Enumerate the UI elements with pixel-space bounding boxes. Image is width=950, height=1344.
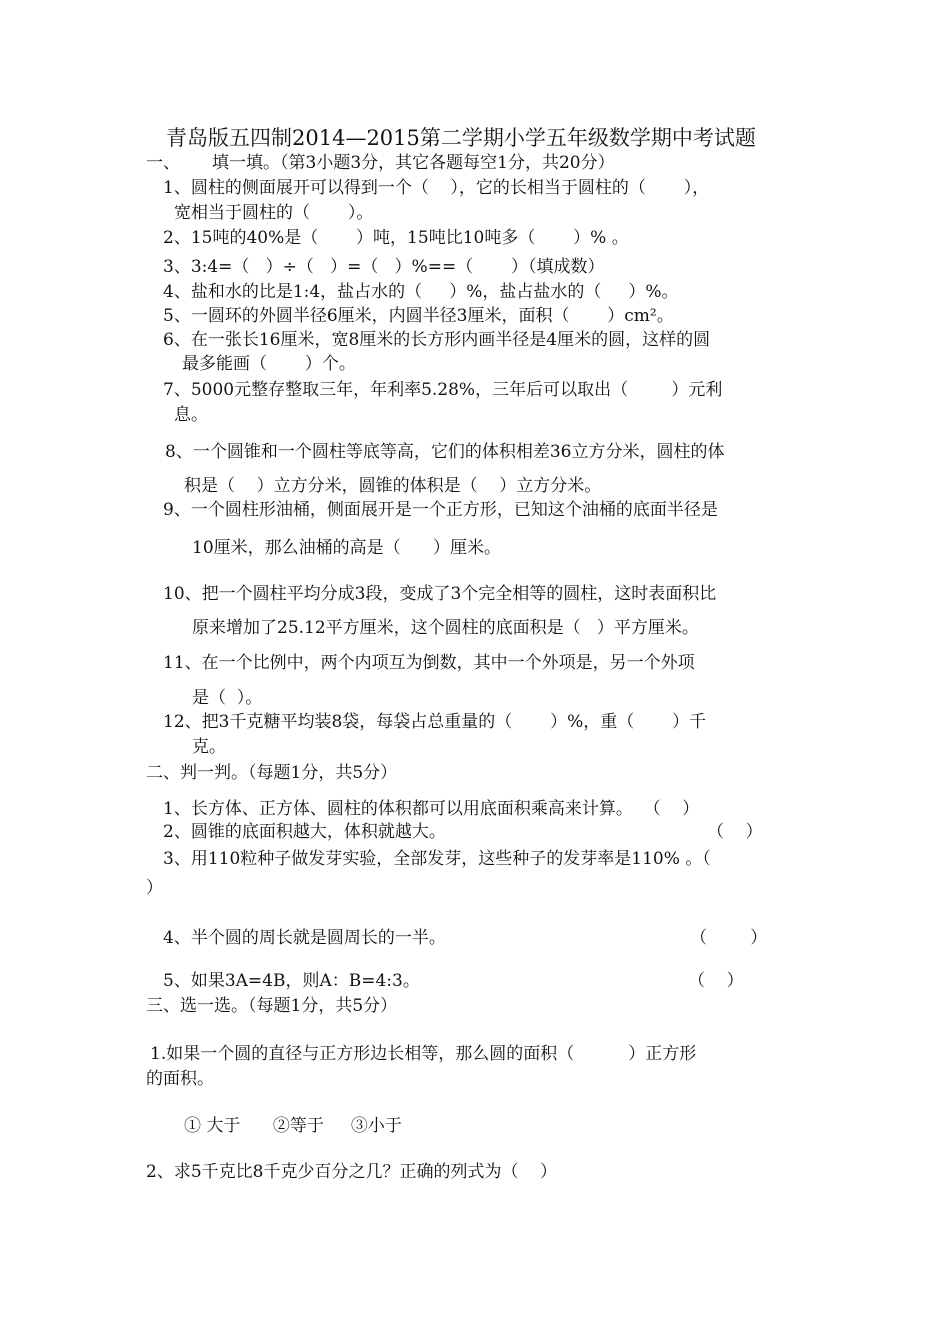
s1-question-1-line2: 宽相当于圆柱的（ ）。 (174, 203, 374, 223)
exam-title: 青岛版五四制2014—2015第二学期小学五年级数学期中考试题 (166, 126, 756, 150)
s1-question-3: 3、3:4=（ ）÷（ ）=（ ）%==（ ）（填成数） (163, 257, 605, 277)
s1-question-9-line2: 10厘米，那么油桶的高是（ ）厘米。 (192, 538, 502, 558)
s1-question-11-line2: 是（ ）。 (192, 688, 263, 708)
s3-question-1-options: ① 大于 ②等于 ③小于 (184, 1116, 402, 1136)
s2-question-1: 1、长方体、正方体、圆柱的体积都可以用底面积乘高来计算。 （ ） (163, 799, 700, 819)
s1-question-1-line1: 1、圆柱的侧面展开可以得到一个（ ），它的长相当于圆柱的（ ）， (163, 178, 710, 198)
s1-question-11-line1: 11、在一个比例中，两个内项互为倒数，其中一个外项是，另一个外项 (163, 653, 695, 673)
section1-heading-number: 一、 (146, 153, 180, 173)
s1-question-6-line1: 6、在一张长16厘米，宽8厘米的长方形内画半径是4厘米的圆，这样的圆 (163, 330, 711, 350)
s3-question-1-line1: 1.如果一个圆的直径与正方形边长相等，那么圆的面积（ ）正方形 (150, 1044, 697, 1064)
s1-question-5: 5、一圆环的外圆半径6厘米，内圆半径3厘米，面积（ ）cm²。 (163, 306, 674, 326)
s1-question-7-line2: 息。 (174, 405, 208, 425)
s1-question-2: 2、15吨的40%是（ ）吨，15吨比10吨多（ ）% 。 (163, 228, 629, 248)
section2-heading: 二、判一判。（每题1分，共5分） (146, 763, 398, 783)
s1-question-12-line1: 12、把3千克糖平均装8袋，每袋占总重量的（ ）%，重（ ）千 (163, 712, 707, 732)
s3-question-1-line2: 的面积。 (146, 1069, 214, 1089)
section1-heading: 填一填。（第3小题3分，其它各题每空1分，共20分） (212, 153, 615, 173)
s2-question-2-answer: （ ） (707, 822, 763, 842)
s1-question-8-line1: 8、一个圆锥和一个圆柱等底等高，它们的体积相差36立方分米，圆柱的体 (165, 442, 725, 462)
section3-heading: 三、选一选。（每题1分，共5分） (146, 996, 398, 1016)
s1-question-6-line2: 最多能画（ ）个。 (182, 354, 356, 374)
s2-question-4-answer: （ ） (690, 928, 768, 948)
s1-question-10-line1: 10、把一个圆柱平均分成3段，变成了3个完全相等的圆柱，这时表面积比 (163, 584, 717, 604)
s2-question-4: 4、半个圆的周长就是圆周长的一半。 (163, 928, 446, 948)
s1-question-7-line1: 7、5000元整存整取三年，年利率5.28%，三年后可以取出（ ）元利 (163, 380, 723, 400)
s1-question-12-line2: 克。 (192, 737, 226, 757)
s1-question-9-line1: 9、一个圆柱形油桶，侧面展开是一个正方形，已知这个油桶的底面半径是 (163, 500, 718, 520)
s2-question-2: 2、圆锥的底面积越大，体积就越大。 (163, 822, 446, 842)
s2-question-3-line1: 3、用110粒种子做发芽实验，全部发芽，这些种子的发芽率是110% 。（ (163, 849, 711, 869)
s2-question-5: 5、如果3A=4B，则A：B=4:3。 (163, 971, 420, 991)
s2-question-5-answer: （ ） (688, 971, 744, 991)
s2-question-3-line2: ） (146, 878, 163, 898)
s1-question-10-line2: 原来增加了25.12平方厘米，这个圆柱的底面积是（ ）平方厘米。 (192, 618, 699, 638)
s1-question-4: 4、盐和水的比是1:4，盐占水的（ ）%，盐占盐水的（ ）%。 (163, 282, 679, 302)
s1-question-8-line2: 积是（ ）立方分米，圆锥的体积是（ ）立方分米。 (184, 476, 602, 496)
s3-question-2: 2、求5千克比8千克少百分之几？正确的列式为（ ） (146, 1162, 558, 1182)
